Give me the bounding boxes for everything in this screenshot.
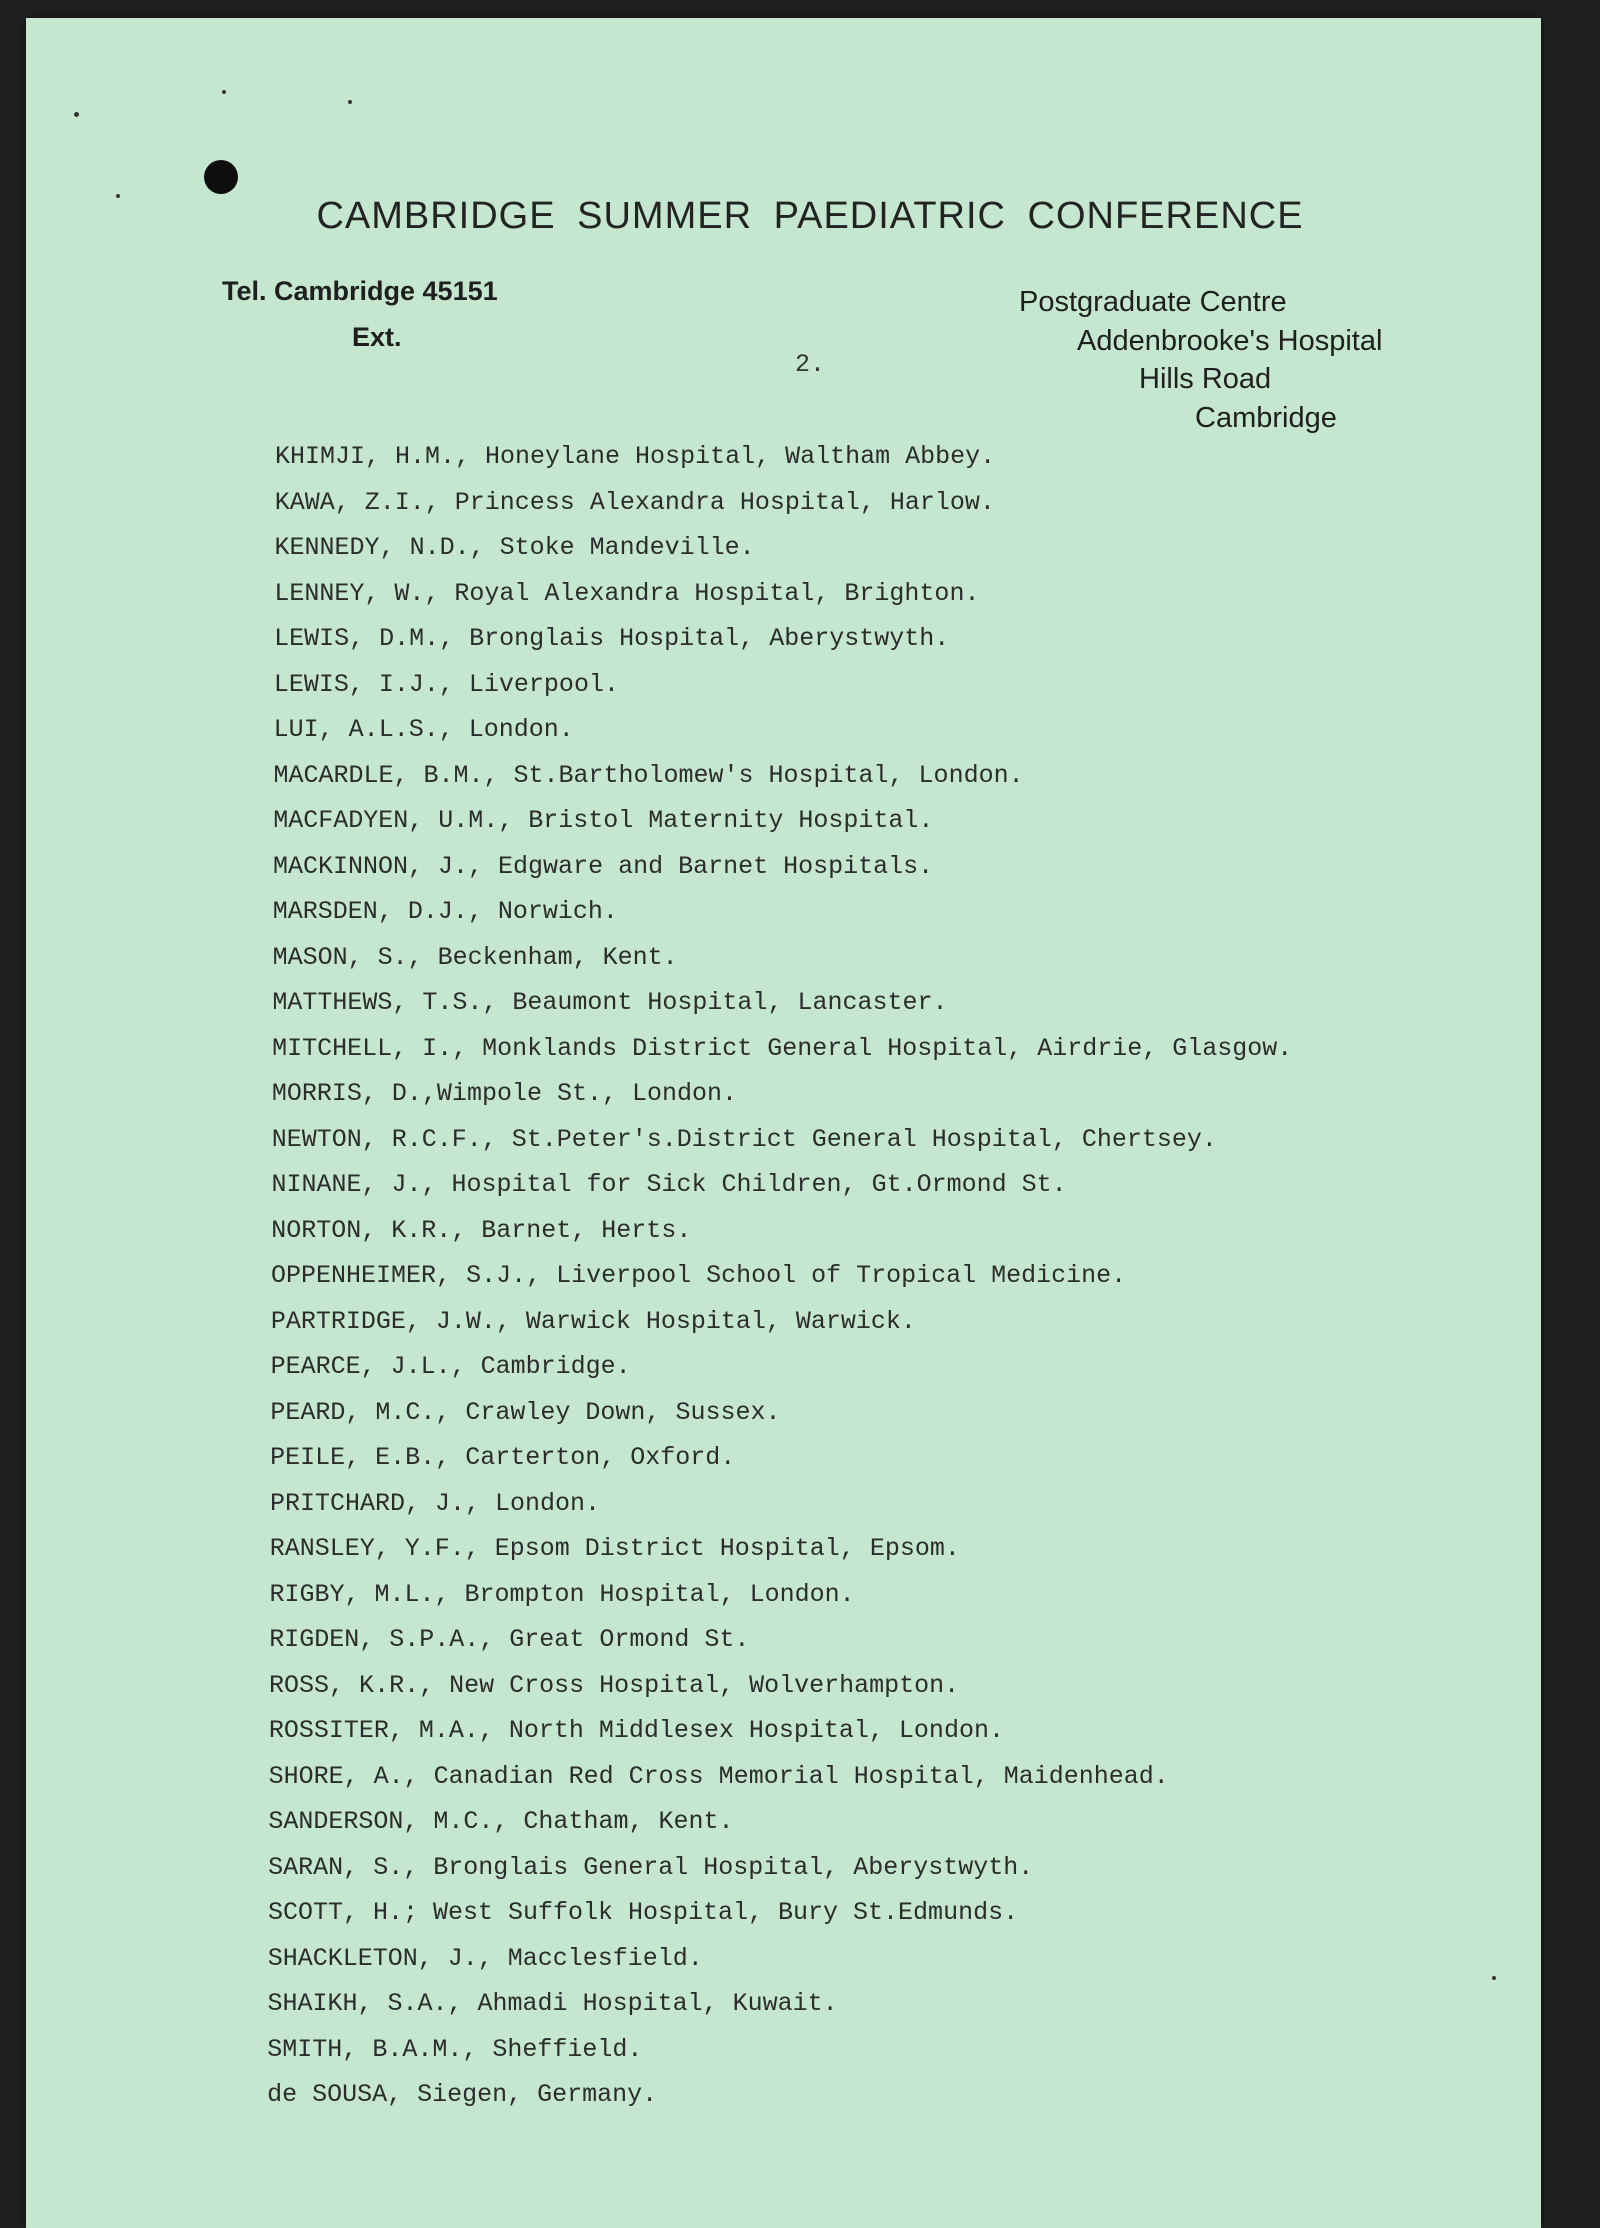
attendee-entry: NEWTON, R.C.F., St.Peter's.District General Hospital, Chertsey. <box>271 1124 1217 1154</box>
attendee-entry: MARSDEN, D.J., Norwich. <box>272 897 618 926</box>
attendee-entry: SMITH, B.A.M., Sheffield. <box>267 2034 643 2064</box>
attendee-entry: MACKINNON, J., Edgware and Barnet Hospitals. <box>273 851 934 881</box>
attendee-entry: SARAN, S., Bronglais General Hospital, Aberystwyth. <box>268 1852 1034 1882</box>
attendee-entry: PRITCHARD, J., London. <box>269 1488 600 1518</box>
address-line-2: Addenbrooke's Hospital <box>1077 325 1383 357</box>
attendee-entry: SCOTT, H.; West Suffolk Hospital, Bury St.Edmunds. <box>267 1898 1019 1927</box>
attendee-entry: MASON, S., Beckenham, Kent. <box>272 942 678 972</box>
attendee-entry: SHACKLETON, J., Macclesfield. <box>267 1943 703 1973</box>
attendee-entry: PARTRIDGE, J.W., Warwick Hospital, Warwick. <box>270 1306 916 1336</box>
attendee-entry: NORTON, K.R., Barnet, Herts. <box>271 1215 692 1245</box>
attendee-entry: MITCHELL, I., Monklands District General Hospital, Airdrie, Glasgow. <box>272 1033 1293 1063</box>
attendee-entry: MATTHEWS, T.S., Beaumont Hospital, Lancaster. <box>272 988 948 1017</box>
attendee-entry: MORRIS, D.,Wimpole St., London. <box>271 1079 737 1108</box>
attendee-entry: PEARD, M.C., Crawley Down, Sussex. <box>270 1397 781 1427</box>
attendee-entry: KHIMJI, H.M., Honeylane Hospital, Waltham Abbey. <box>275 442 996 471</box>
attendee-entry: RIGBY, M.L., Brompton Hospital, London. <box>269 1579 855 1609</box>
page-number: 2. <box>795 350 826 379</box>
attendee-entry: RIGDEN, S.P.A., Great Ormond St. <box>269 1625 750 1654</box>
attendee-entry: LEWIS, I.J., Liverpool. <box>273 669 619 699</box>
telephone-number: Tel. Cambridge 45151 <box>222 276 498 306</box>
attendee-entry: SANDERSON, M.C., Chatham, Kent. <box>268 1807 734 1836</box>
attendee-entry: SHORE, A., Canadian Red Cross Memorial Hospital, Maidenhead. <box>268 1761 1169 1791</box>
attendee-entry: ROSS, K.R., New Cross Hospital, Wolverhampton. <box>269 1670 960 1700</box>
extension-label: Ext. <box>352 322 402 352</box>
paper-speck <box>1492 1976 1496 1980</box>
attendee-entry: PEILE, E.B., Carterton, Oxford. <box>270 1443 736 1472</box>
attendee-entry: ROSSITER, M.A., North Middlesex Hospital, London. <box>268 1716 1004 1745</box>
paper-speck <box>74 112 79 117</box>
attendee-entry: PEARCE, J.L., Cambridge. <box>270 1352 631 1381</box>
attendee-entry: MACARDLE, B.M., St.Bartholomew's Hospital, London. <box>273 760 1024 790</box>
attendee-entry: MACFADYEN, U.M., Bristol Maternity Hospital. <box>273 806 934 835</box>
attendee-entry: OPPENHEIMER, S.J., Liverpool School of Tropical Medicine. <box>271 1261 1127 1290</box>
attendee-entry: LENNEY, W., Royal Alexandra Hospital, Brighton. <box>274 578 980 608</box>
attendee-entry: RANSLEY, Y.F., Epsom District Hospital, Epsom. <box>269 1534 960 1563</box>
paper-speck <box>222 90 226 94</box>
address-line-1: Postgraduate Centre <box>1019 286 1287 318</box>
attendee-entry: KENNEDY, N.D., Stoke Mandeville. <box>274 533 755 562</box>
address-line-3: Hills Road <box>1139 363 1272 395</box>
attendee-entry: SHAIKH, S.A., Ahmadi Hospital, Kuwait. <box>267 1989 838 2018</box>
attendee-entry: NINANE, J., Hospital for Sick Children, Gt.Ormond St. <box>271 1170 1067 1199</box>
conference-title: CAMBRIDGE SUMMER PAEDIATRIC CONFERENCE <box>316 195 1304 237</box>
attendee-entry: LUI, A.L.S., London. <box>273 715 574 744</box>
paper-speck <box>348 100 352 104</box>
attendee-entry: LEWIS, D.M., Bronglais Hospital, Aberystwyth. <box>274 624 950 653</box>
address-line-4: Cambridge <box>1195 402 1337 434</box>
attendee-entry: de SOUSA, Siegen, Germany. <box>267 2080 658 2109</box>
attendee-entry: KAWA, Z.I., Princess Alexandra Hospital, Harlow. <box>274 487 995 517</box>
punch-hole <box>204 160 238 194</box>
